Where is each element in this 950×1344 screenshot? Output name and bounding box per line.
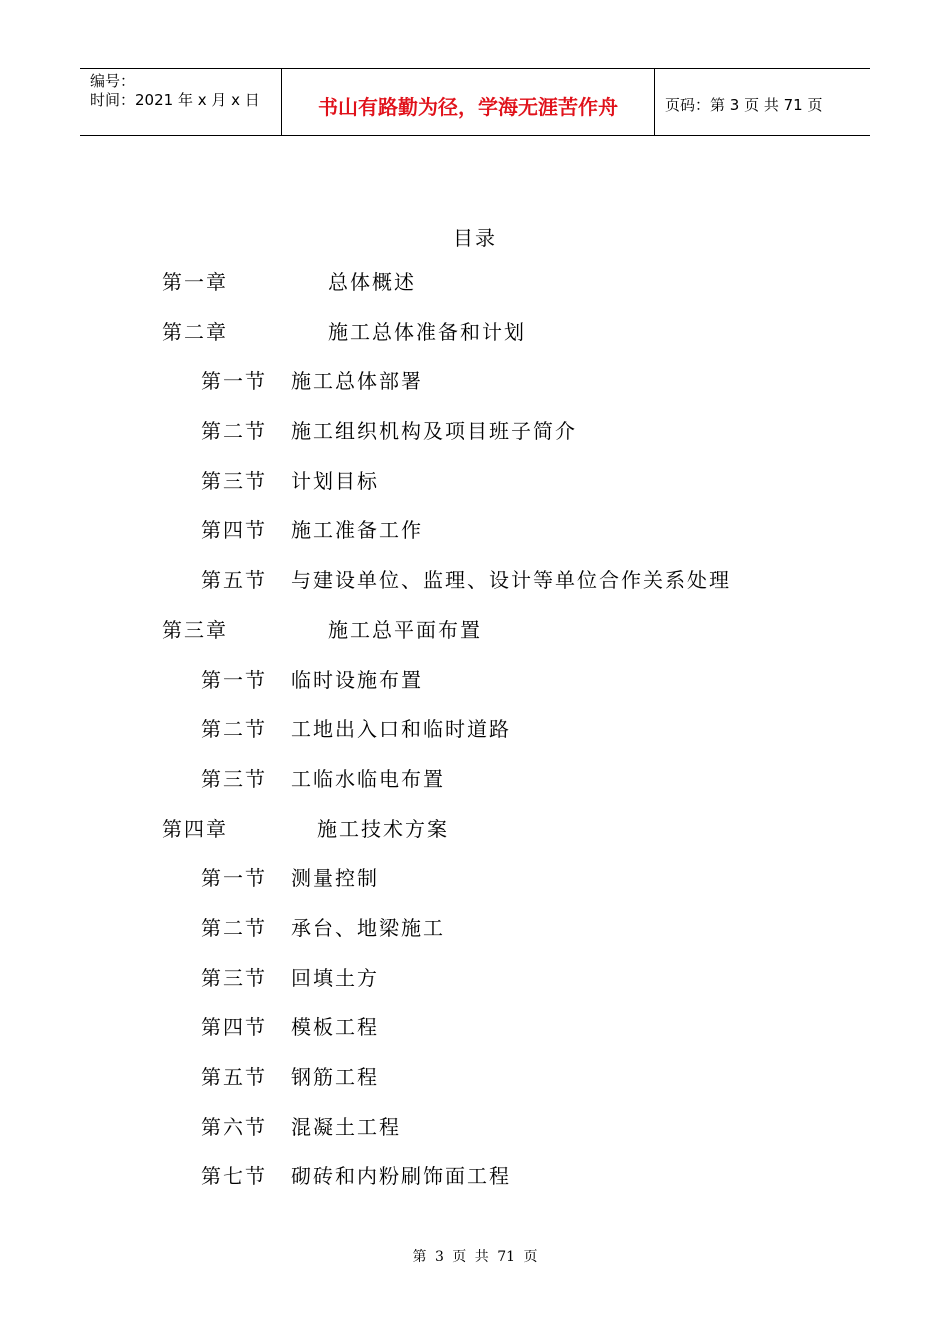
toc-chapter-entry bbox=[0, 262, 950, 312]
toc-entry-title: 工地出入口和临时道路 bbox=[291, 717, 511, 742]
toc-section-entry bbox=[0, 1057, 950, 1107]
toc-entry-number: 第三节 bbox=[201, 965, 267, 990]
page-footer: 第 3 页 共 71 页 bbox=[412, 1249, 538, 1265]
table-of-contents bbox=[0, 262, 950, 1206]
toc-section-entry bbox=[0, 908, 950, 958]
toc-entry-number: 第四节 bbox=[201, 518, 267, 543]
toc-entry-number: 第四章 bbox=[162, 816, 228, 841]
toc-entry-number: 第五节 bbox=[201, 1065, 267, 1089]
toc-entry-title: 与建设单位、监理、设计等单位合作关系处理 bbox=[291, 568, 731, 593]
toc-entry-number: 第一节 bbox=[201, 667, 267, 692]
toc-chapter-entry bbox=[0, 809, 950, 859]
toc-entry-number: 第二章 bbox=[162, 319, 228, 344]
toc-entry-number: 第二节 bbox=[201, 717, 267, 742]
toc-entry-number: 第三节 bbox=[201, 766, 267, 791]
toc-entry-title: 工临水临电布置 bbox=[291, 766, 445, 791]
toc-chapter-entry bbox=[0, 610, 950, 660]
header-page-cell bbox=[655, 69, 870, 135]
toc-entry-title: 施工总平面布置 bbox=[328, 617, 482, 642]
page-header bbox=[80, 68, 870, 136]
header-info-cell bbox=[80, 69, 282, 135]
toc-entry-number: 第七节 bbox=[201, 1164, 267, 1189]
toc-chapter-entry bbox=[0, 312, 950, 362]
toc-entry-number: 第一节 bbox=[201, 866, 267, 891]
toc-entry-number: 第二节 bbox=[201, 419, 267, 444]
toc-section-entry bbox=[0, 1007, 950, 1057]
toc-entry-number: 第六节 bbox=[201, 1114, 267, 1139]
toc-entry-title: 测量控制 bbox=[291, 866, 379, 891]
toc-entry-number: 第四节 bbox=[201, 1015, 267, 1040]
toc-section-entry bbox=[0, 958, 950, 1008]
toc-entry-title: 施工总体部署 bbox=[291, 369, 423, 394]
toc-entry-title: 砌砖和内粉刷饰面工程 bbox=[291, 1164, 511, 1189]
toc-entry-title: 总体概述 bbox=[328, 270, 416, 294]
toc-section-entry bbox=[0, 858, 950, 908]
toc-entry-title: 施工总体准备和计划 bbox=[328, 319, 526, 344]
toc-entry-title: 施工准备工作 bbox=[291, 518, 423, 543]
document-time-label: 时间：2021 年 x 月 x 日 bbox=[90, 91, 260, 109]
toc-section-entry bbox=[0, 510, 950, 560]
toc-entry-title: 计划目标 bbox=[291, 468, 379, 493]
toc-entry-number: 第一节 bbox=[201, 369, 267, 394]
toc-section-entry bbox=[0, 1107, 950, 1157]
header-page-info: 页码：第 3 页 共 71 页 bbox=[665, 96, 823, 114]
toc-entry-title: 施工组织机构及项目班子简介 bbox=[291, 419, 577, 444]
toc-entry-number: 第一章 bbox=[162, 270, 228, 294]
toc-entry-number: 第二节 bbox=[201, 915, 267, 940]
toc-entry-number: 第五节 bbox=[201, 568, 267, 593]
document-number-label: 编号： bbox=[90, 72, 136, 90]
toc-section-entry bbox=[0, 560, 950, 610]
toc-entry-number: 第三章 bbox=[162, 617, 228, 642]
toc-section-entry bbox=[0, 759, 950, 809]
toc-section-entry bbox=[0, 709, 950, 759]
toc-section-entry bbox=[0, 461, 950, 511]
toc-section-entry bbox=[0, 411, 950, 461]
toc-title: 目录 bbox=[453, 226, 497, 250]
toc-entry-title: 临时设施布置 bbox=[291, 667, 423, 692]
header-motto: 书山有路勤为径，学海无涯苦作舟 bbox=[318, 95, 618, 119]
toc-entry-title: 承台、地梁施工 bbox=[291, 915, 445, 940]
toc-entry-title: 回填土方 bbox=[291, 965, 379, 990]
toc-entry-title: 钢筋工程 bbox=[291, 1065, 379, 1089]
toc-section-entry bbox=[0, 660, 950, 710]
toc-entry-title: 模板工程 bbox=[291, 1015, 379, 1040]
toc-entry-number: 第三节 bbox=[201, 468, 267, 493]
toc-entry-title: 施工技术方案 bbox=[317, 816, 449, 841]
toc-section-entry bbox=[0, 361, 950, 411]
toc-entry-title: 混凝土工程 bbox=[291, 1114, 401, 1139]
toc-section-entry bbox=[0, 1156, 950, 1206]
header-motto-cell bbox=[282, 69, 655, 135]
